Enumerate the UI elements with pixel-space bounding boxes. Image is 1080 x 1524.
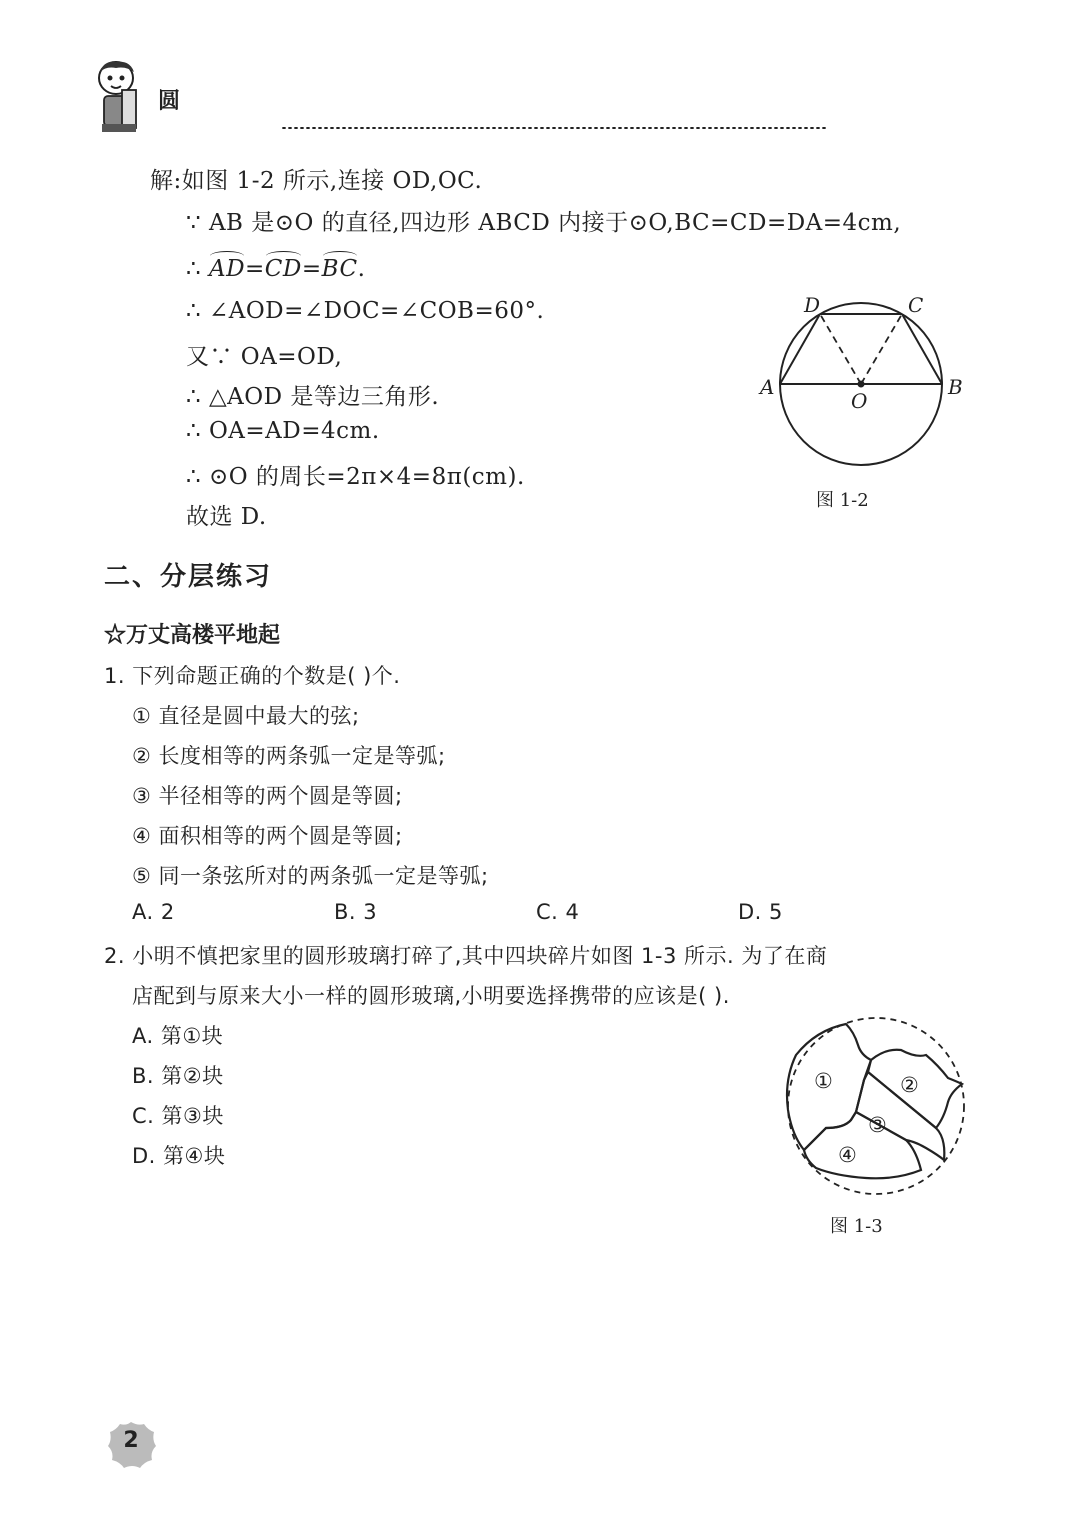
q1-item-2: ② 长度相等的两条弧一定是等弧;	[132, 744, 446, 768]
solution-line-4: 又∵ OA=OD,	[186, 344, 343, 370]
q1-item-5: ⑤ 同一条弦所对的两条弧一定是等弧;	[132, 864, 489, 888]
q2-option-b: B. 第②块	[132, 1064, 224, 1088]
label-a: A	[760, 375, 775, 399]
page-number-badge	[104, 1418, 158, 1472]
fragment-label-2: ②	[900, 1073, 919, 1097]
fragment-label-4: ④	[838, 1143, 857, 1167]
segment-od	[820, 314, 861, 384]
q1-stem: 1. 下列命题正确的个数是( )个.	[104, 664, 401, 688]
solution-line-8: 故选 D.	[186, 504, 267, 530]
label-d: D	[804, 293, 821, 317]
mascot-illustration	[92, 58, 148, 136]
q2-option-d: D. 第④块	[132, 1144, 226, 1168]
solution-line-6: ∴ OA=AD=4cm.	[186, 418, 380, 444]
fragment-label-1: ①	[814, 1069, 833, 1093]
q1-item-3: ③ 半径相等的两个圆是等圆;	[132, 784, 403, 808]
label-o: O	[851, 389, 868, 413]
arc-BC: BC	[321, 256, 358, 282]
solution-intro: 解:如图 1-2 所示,连接 OD,OC.	[150, 168, 483, 194]
q1-item-1: ① 直径是圆中最大的弦;	[132, 704, 360, 728]
line-2-suffix: .	[357, 256, 366, 282]
section-title: 二、分层练习	[104, 562, 273, 592]
chapter-title: 圆	[158, 88, 181, 114]
arc-AD: AD	[208, 256, 246, 282]
solution-line-5: ∴ △AOD 是等边三角形.	[186, 384, 440, 410]
q1-item-4: ④ 面积相等的两个圆是等圆;	[132, 824, 403, 848]
subsection-title: ☆万丈高楼平地起	[104, 622, 281, 648]
fragment-4	[804, 1112, 921, 1178]
q2-stem-line-1: 2. 小明不慎把家里的圆形玻璃打碎了,其中四块碎片如图 1-3 所示. 为了在商	[104, 944, 828, 968]
q2-option-c: C. 第③块	[132, 1104, 224, 1128]
figure-1-3-caption: 图 1-3	[830, 1216, 883, 1237]
q2-stem-line-2: 店配到与原来大小一样的圆形玻璃,小明要选择携带的应该是( ).	[132, 984, 730, 1008]
page-number: 2	[123, 1428, 139, 1453]
solution-line-1: ∵ AB 是⊙O 的直径,四边形 ABCD 内接于⊙O,BC=CD=DA=4cm,	[186, 210, 902, 236]
label-b: B	[948, 375, 963, 399]
solution-line-7: ∴ ⊙O 的周长=2π×4=8π(cm).	[186, 464, 525, 490]
q1-option-b: B. 3	[334, 900, 378, 924]
q1-option-a: A. 2	[132, 900, 175, 924]
label-c: C	[908, 293, 924, 317]
arc-CD: CD	[264, 256, 302, 282]
center-point	[858, 381, 865, 388]
q1-option-c: C. 4	[536, 900, 580, 924]
chord-cb	[902, 314, 942, 384]
figure-1-3-diagram	[776, 1010, 976, 1205]
figure-1-2-diagram	[748, 290, 978, 480]
figure-1-2-caption: 图 1-2	[816, 490, 869, 511]
header-divider	[146, 126, 964, 130]
chord-da	[780, 314, 820, 384]
segment-oc	[861, 314, 902, 384]
q1-option-d: D. 5	[738, 900, 783, 924]
solution-line-2: ∴ AD=CD=BC.	[186, 256, 366, 282]
therefore-prefix: ∴	[186, 256, 209, 282]
q2-option-a: A. 第①块	[132, 1024, 224, 1048]
fragment-label-3: ③	[868, 1113, 887, 1137]
solution-line-3: ∴ ∠AOD=∠DOC=∠COB=60°.	[186, 298, 545, 324]
